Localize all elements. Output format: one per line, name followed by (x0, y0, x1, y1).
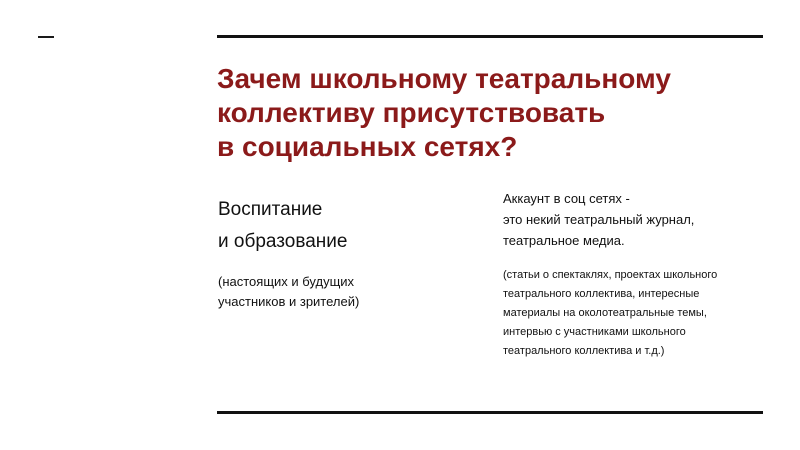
right-note-line: (статьи о спектаклях, проектах школьного (503, 269, 718, 281)
right-note-line: интервью с участниками школьного (503, 326, 686, 338)
bottom-rule (217, 411, 763, 414)
title-line: в социальных сетях? (217, 131, 518, 162)
right-main-line: театральное медиа. (503, 233, 625, 248)
right-main-line: Аккаунт в соц сетях - (503, 191, 630, 206)
corner-dash (38, 36, 54, 38)
title-line: коллективу присутствовать (217, 97, 606, 128)
right-note (503, 266, 717, 361)
left-note-line: участников и зрителей) (218, 294, 360, 309)
right-note-line: материалы на околотеатральные темы, (503, 307, 707, 319)
left-heading-line: Воспитание (218, 199, 323, 220)
top-rule (217, 35, 763, 38)
left-heading-line: и образование (218, 231, 348, 252)
right-note-line: театрального коллектива и т.д.) (503, 345, 665, 357)
left-heading (218, 194, 347, 258)
left-note-line: (настоящих и будущих (218, 274, 355, 289)
left-note (218, 272, 359, 312)
right-main-line: это некий театральный журнал, (503, 212, 695, 227)
right-note-line: театрального коллектива, интересные (503, 288, 700, 300)
title-line: Зачем школьному театральному (217, 63, 671, 94)
slide-title (217, 62, 767, 164)
right-main-text (503, 188, 694, 251)
